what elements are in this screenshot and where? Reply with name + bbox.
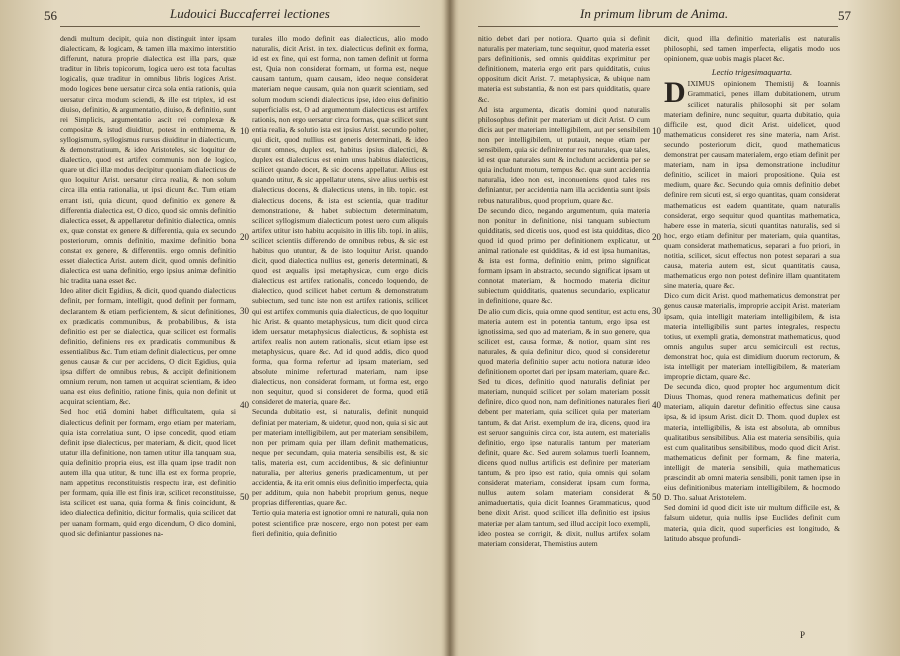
paragraph: turales illo modo definit eas dialecticus, alio modo naturalis, dicit Arist. in tex. dialecticus definit ex forma, id est ex fine, qui est forma, non tamen definit ut forma est, Quia non considerat formam, ut forma est, neque causam tantum, quam causam, ideo neque considerat materiam neque causam, quia non quærit scientiam, sed solum modum sciendi dialecticus ipse, ideo eius definitio superficialis est, O ad argumentum dialecticus est artifex rationis, non ergo uersatur circa formas, quæ scilicet sunt entia realia, & solutio ista est ipsius Arist. secundo polter, qui dicit, quod nullius est generis determinati, & ideo dicunt omnes, duplex est, habitus ipsius dialectici, & duplex est dialecticus est enim unus habitus dialecticus, scilicet quando docet, & sic docens appellatur. Alius est quando utitur, & sic appellatur utens, sive alius uerbis est dialecticus docens, & dialecticus utens, in lib. topic. est dialecticus docens, & ista est scientia, quæ traditur demonstratione, & habet subiectum determinatum, scilicet syllogismum dialecticum potest uero cum aliquis artifex utitur isto habitu acquisito in illis lib. topi. in aliis, scilicet scientiis differendo de omnibus rebus, & sic est habitus quo utuntur, & de isto loquitur Arist. quando dicit, quod dialectica nullius est, generis determinati, & quod est æqualis ipsi metaphysicæ, cum ergo dicis dialecticus est artifex rationalis, concedo loquendo, de dialectico, quod scilicet habet certum & demonstratum subiectum, sed tunc iste non est artifex rationis, scilicet qui est artifex communis quia dialecticus, de quo loquitur hic Arist. & quanto metaphysicus, tum dicit quod circa idem uersatur metaphysicus dialecticus, & sophista est artifex realis non autem rationalis, sicut etiam ipse est metaphysicus, quare &c. Ad id quod addis, dico quod forma, qua forma refertur ad ipsam materiam, sed absolute minime referturad materiam, nam ipse dialecticus, non considerat formam, ut forma est, ergo non sequitur, quod si consideret de forma, quod etiâ consideret de materia, quare &c. — [252, 34, 428, 407]
line-number: 50 — [652, 492, 661, 502]
paragraph: Ideo aliter dicit Egidius, & dicit, quod quando dialecticus definit, per formam, intelligit, quod definit per formam, declarantem & etiam perficientem, & sicut definitiones, ex prædicatis communibus, & probabilibus, & ista definitio est per se dialectica, quæ scilicet est formalis definitio, definiens res ex prædicatis communibus & essentialibus &c. Tum etiam definit dialecticus, per omne genus causæ & cur per accidens, O dicit Egidius, quia ipsa differt de omnibus rebus, & accipit definitionem omnium rerum, non tamen ut acquirat scientiam, & ideo uana est eius definitio, ratione finis, quia non definit ut acquirat scientiam, &c. — [60, 286, 236, 407]
paragraph: Sed domini id quod dicit iste uir multum difficile est, & falsum uidetur, quia nullis ipse Euclides definit cum materia, quia dicit, quod superficies est longitudo, & latitudo absque profundi- — [664, 503, 840, 543]
right-column-1 — [478, 34, 650, 549]
paragraph: Secunda dubitatio est, si naturalis, definit nunquid definiat per materiam, & uidetur, quod non, quia si sic aut per materiam intelligibilem, aut per materiam sensibilem, non per primam quia per illam definit mathematicus, neque per secundam, quia materia sensibilis est, & sic talis, materia est, cum accidentibus, & sic definiuntur naturalia, per alterius generis prædicamentum, ut per accidentia, & ita erit omnis eius definitio imperfecta, quia per additum, quia non habebit proprium genus, neque proprias differentias, quare &c. — [252, 407, 428, 508]
signature-mark: P — [800, 630, 806, 640]
line-number: 10 — [652, 126, 661, 136]
paragraph: De secundo dico, negando argumentum, quia materia non ponitur in definitione, nisi tanquam subiectum quidditatis, sed dicetis uos, quod est ista quidditas, dico quod id quod primo per definitionem explicatur, ut animal rationale est quidditas, & id est ipsa humanitas, & ista est forma, definitio enim, primo significat formam ipsam in abstracto, secundo significat ipsam ut connotat materiam, & hocmodo materia dicitur subiectum quidditatis, quatenus secundario, explicatur in definitione, quare &c. — [478, 205, 650, 306]
lectio-heading: Lectio trigesimaquarta. — [711, 67, 793, 78]
line-number: 30 — [240, 306, 249, 316]
paragraph: De alio cum dicis, quia omne quod sentitur, est actu ens, materia autem est in potentia tantum, ergo ipsa est ignotissima, sed quo ad materiam, & in suo genere, qua scilicet est, causa formæ, & notior, quam sint res naturales, & quia definitur dico, quod si consideretur quod materia definitio super actu notiora naturæ ideo definitionem oportet dari per ipsam materiam, quare &c. — [478, 306, 650, 377]
paragraph: De secunda dico, quod propter hoc argumentum dicit Diuus Thomas, quod renera mathematicus definit per materiam, aliquin daretur definitio effectus sine causa ipsa, & id ipsum Arist. dicit D. Thom. quod duplex est materia, intelligibilis, & ista est absoluta, ab omnibus qualitatibus sensibilibus. Alia est materia sensibilis, quia est cum qualitatibus sensibilibus, modo quod dicit Arist. mathematicus definit per formam, & fine materia, intelligit de materia sensibili, quia mathematicus præscindit ab omni materia sensibili, ponit tamen ipse in eius definitionibus materiam intelligibilem, & hocmodo D. Tho. saluat Aristotelem. — [664, 382, 840, 503]
left-running-header: Ludouici Buccaferrei lectiones — [170, 6, 330, 21]
line-number: 50 — [240, 492, 249, 502]
paragraph-text: IXIMUS opinionem Themistij & Ioannis Grammatici, penes illam dubitationem, utrum scilicet naturalis philosophi sit per solam materiam definire, nunc sequitur, quarta dubitatio, quia difficile est, quod dicit Arist. uidelicet, quod mathematicus consideret res sine materia, nam Arist. secundo posteriorum dicit, quod mathematicus demonstrat per causam materialem, ergo etiam definit per materiam, nam in ipsa demonstratione includitur definitio, scilicet in maiori propositione. Quia est medium, quare &c. Secundo quia omnis definitio debet definire rem sicuti est, si ergo quantitas, quam considerat mathematicus est eadem quantitate, quam naturalis considerat, ergo sequitur quod quantitas mathematica, habere esse in materia, sicuti quantitas naturalis, sed si hoc, ergo etiam definitur per materiam, quia quantitas, quam considerat mathematicus, separari a fuo priori, in notitia, scilicet, sicut effectus non potest separari a sua causa, materia autem est, sicut quantitatis causa, mathematicus ergo non potest definire illam quantitatem sine materia, quare &c. — [664, 79, 840, 291]
paragraph: Sed tu dices, definitio quod naturalis definiat per materiam, nunquid scilicet per solam materiam possit definire, dico quod non, nam definitiones naturales fieri debent per materiam, quia scilicet quia per materiam tantum, & dat Arist. exemplum de ira, dicens, quod ira est seruor sanguinis circa cor, ista autem, est materialis definitio, ergo ipse naturalis tantum per materiam definit, quare &c. Sed aurem solamus tuerli Ioannem, dicens quod nullus artificis est definire per materiam tantum, & pro ipso est ratio, quia omnis qui solam considerat materiam, considerat ipsam cum forma, nullus autem solam materiam considerat & animaduertatis, quia dicit Ioannes Grammaticus, quod bene dixit Arist. quod scilicet illa definitio est ipsius materiæ per alam tantum, sed illud accipit loco exempli, ideo postea se corrigit, & dixit, nullus artifex solam materiam considerat, Themistius autem — [478, 377, 650, 548]
line-number: 30 — [652, 306, 661, 316]
book-gutter — [444, 0, 456, 656]
line-number: 40 — [652, 400, 661, 410]
paragraph: Sed hoc etiâ domini habet difficultatem, quia si dialecticus definit per formam, ergo etiam per materiam, quia ista correlatiua sunt, O ipse concedit, quod etiam definit ipse dialecticus, per materiam, & dicit, quod licet utatur illa definitione, non tamen utitur illa tanquam sua, quia definitio propria eius, est illa quam ipse tradit non autem illa qua utitur, & tunc illa est ex forma proprie, nam appetitus reconstituistis respectu iræ, est definitio per formam, quia ille est finis iræ, scilicet reconstituisse, ista scilicet est uana, quia forma & finis coincidunt, & ideo dialectica definitio, dicitur formalis, quia scilicet dat per uanam formam, quid ergo dicendum, O dico domini, quod sic definiantur passiones na- — [60, 407, 236, 538]
right-page-number: 57 — [838, 8, 851, 23]
right-running-header: In primum librum de Anima. — [580, 6, 729, 21]
line-number: 20 — [240, 232, 249, 242]
paragraph: Ad ista argumenta, dicatis domini quod naturalis philosophus definit per materiam ut dicit Arist. O cum dicis aut per materiam intelligibilem, aut per sensibilem non per intelligibilem, ut putauit, neque etiam per sensibilem, quia sic definirentur res naturales, quæ tales, id est quæ naturales sunt & includunt accidentia per se quia includunt motum, tempus &c. quæ sunt accidentia naturalia, ideo non est, inconueniens quod tales res definiantur, per accidentia nam illa accidentia sunt ipsis rebus naturalibus, quod proprium, quare &c. — [478, 104, 650, 205]
left-page-number: 56 — [44, 8, 57, 23]
left-header-rule — [60, 26, 420, 27]
right-header-rule — [478, 26, 838, 27]
line-number: 10 — [240, 126, 249, 136]
paragraph: dicit, quod illa definitio materialis est naturalis philosophi, sed tamen imperfecta, eligatis modo uos opinionem, quæ uobis magis placet &c. — [664, 34, 840, 64]
drop-cap: D — [664, 76, 686, 110]
left-column-2 — [252, 34, 428, 539]
paragraph: Dico cum dicit Arist. quod mathematicus demonstrat per genus causæ materialis, improprie accipit Arist. materiam ipsam, quia intelligit materiam intelligibilem, & ista materia intelligibilis sunt partes integrales, respectu totius, ut exempli gratia, demonstrat mathematicus, quod omnis angulus super arcu semicirculi est rectus, demonstrat hoc, quia est dimidium duorum rectorum, & ista intelligit per materiam intelligibilem, & materiam improprie dictam, quare &c. — [664, 291, 840, 382]
paragraph — [664, 76, 840, 291]
line-number: 40 — [240, 400, 249, 410]
paragraph: nitio debet dari per notiora. Quarto quia si definit naturalis per materiam, tunc sequitur, quod materia esset pars definitionis, sed omnis quidditas exprimitur per definitionem, materia ergo erit pars quidditatis, cuius oppositum dicit Arist. 7. metaphysicæ, & ubique nam materia est substantia, & non est pars quidditatis, quare &c. — [478, 34, 650, 104]
line-number: 20 — [652, 232, 661, 242]
right-column-2 — [664, 34, 840, 544]
paragraph: dendi multum decipit, quia non distinguit inter ipsam dialecticam, & logicam, & tamen illa maximo interstitio differunt, natura proprie dialectica est illa pars, quæ traditur in libris topicorum, logica uero est tota facultas logicalis, quæ traditur in omnibus libris logices Arist. modo logices bene uersatur circa sola entia rationis, quia uersatur circa modum sciendi, & ille est triplex, id est diuiso, definitio, & argumentatio, diuiso, & definitio, sunt rei Simplicis, argumentatio ascit rei complexæ & compositæ & istud diuiditur, potest in enthimema, & syllogismum, syllogismus rursus diuiditur in dialecticum, & demonstratiuum, & ideo Aristoteles, sic loquitur de dialectico, quod est artifex communis non de logico, quare ut dici illæ modus decipitur quoniam dialecticus de quo loquitur Arist. uersatur circa realia, & non solum circa illa entia rationalia, ut ipsi dicunt &c. Tum etiam errant isti, quia dicunt, quod definitio ex genere & differentia dialectica est, O dico, quod sic omnis definitio dialectica esset, & appellaretur definitio dialectica, omnis ex, quæ constat ex genere & differentia, quia ex secundo posteriorum, omnis definitio, maxime definitio bona constat ex genere, & differentiis. ergo omnis definitio esset dialectica Arist. autem dicit, quod omnis definitio dialectica est uana definitio, ergo ipsius animæ definitio hic tradita uana esset &c. — [60, 34, 236, 286]
left-column-1 — [60, 34, 236, 539]
paragraph: Tertio quia materia est ignotior omni re naturali, quia non potest scientifice præ noscere, ergo non potest per eam fieri definitio, quia definitio — [252, 508, 428, 538]
